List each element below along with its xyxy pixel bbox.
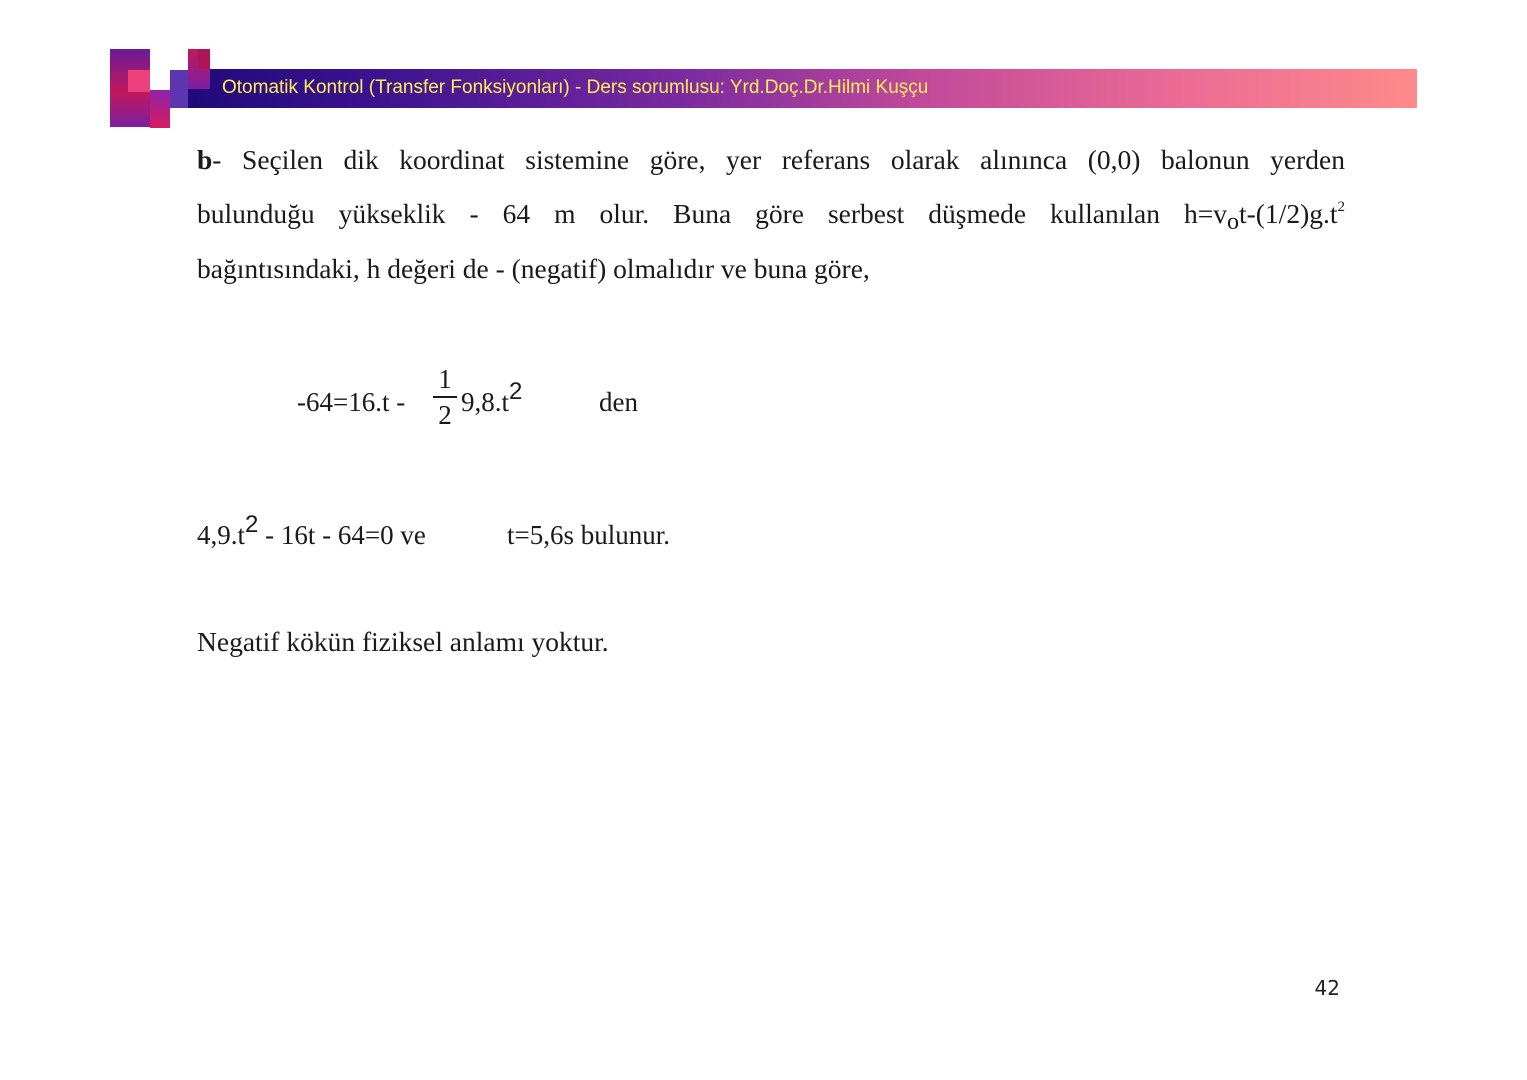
formula-suffix: den [599, 387, 638, 417]
formula-right [461, 378, 523, 418]
equation-rest: - 16t - 64=0 ve [258, 520, 426, 550]
formula-left: -64=16.t - [297, 387, 406, 417]
header-decoration-block [170, 70, 188, 108]
note-text: Negatif kökün fiziksel anlamı yoktur. [197, 626, 609, 657]
superscript-2: 2 [509, 378, 523, 405]
fraction-bar [433, 396, 457, 398]
header-decoration-block [150, 90, 170, 128]
header-decoration-block [128, 70, 150, 92]
superscript-2: 2 [1337, 199, 1345, 215]
equation-result: t=5,6s bulunur. [507, 520, 670, 550]
paragraph-line-2 [197, 200, 1345, 233]
page-number: 42 [1314, 976, 1340, 1000]
fraction-denominator: 2 [438, 399, 452, 430]
formula-term: 9,8.t [461, 387, 510, 417]
subscript-o: o [1226, 209, 1239, 235]
quadratic-equation [197, 511, 426, 551]
paragraph-line-3: bağıntısındaki, h değeri de - (negatif) olmalıdır ve buna göre, [197, 253, 870, 284]
header-decoration-block [198, 49, 210, 69]
paragraph-line-1 [197, 146, 1345, 174]
superscript-2: 2 [245, 511, 259, 538]
paragraph-text: t-(1/2)g.t [1238, 198, 1338, 229]
paragraph-text: - Seçilen dik koordinat sistemine göre, yer referans olarak alınınca (0,0) balonun yerden [212, 144, 1345, 175]
equation-term: 4,9.t [197, 520, 246, 550]
fraction-one-half [433, 364, 457, 430]
paragraph-text: bulunduğu yükseklik - 64 m olur. Buna göre serbest düşmede kullanılan h=v [197, 198, 1227, 229]
item-label-b: b [197, 144, 213, 175]
header-title: Otomatik Kontrol (Transfer Fonksiyonları) - Ders sorumlusu: Yrd.Doç.Dr.Hilmi Kuşçu [222, 77, 929, 98]
fraction-numerator: 1 [438, 364, 452, 394]
